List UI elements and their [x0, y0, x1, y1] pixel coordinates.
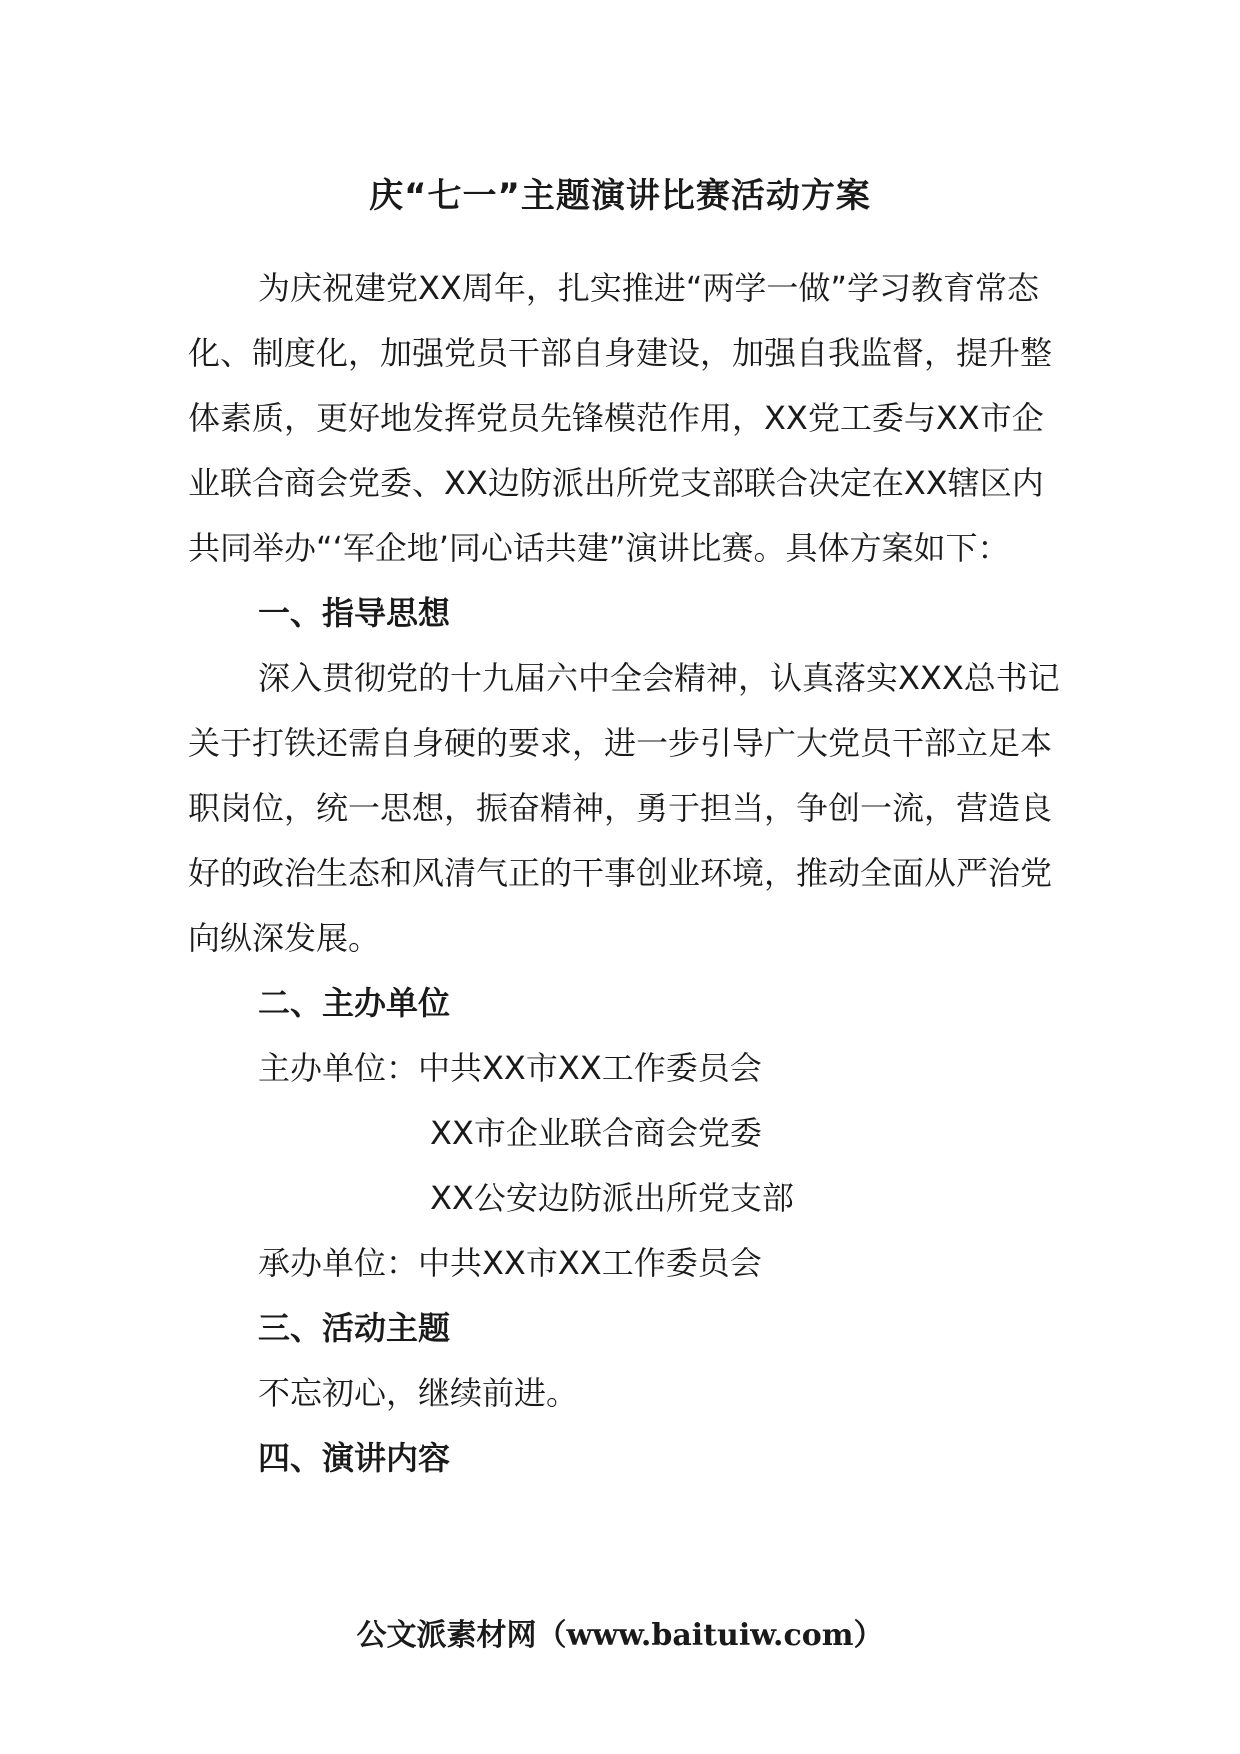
page-footer-watermark: 公文派素材网（www.baituiw.com）: [356, 1618, 884, 1653]
organizer-extra-2: XX公安边防派出所党支部: [430, 1179, 794, 1217]
section-heading-guiding-ideology: 一、指导思想: [258, 594, 451, 632]
document-title: 庆“七一”主题演讲比赛活动方案: [369, 176, 871, 216]
section-heading-organizers: 二、主办单位: [258, 984, 451, 1022]
organizer-line: 主办单位：中共XX市XX工作委员会: [258, 1049, 762, 1087]
intro-paragraph: 为庆祝建党XX周年，扎实推进“两学一做”学习教育常态化、制度化，加强党员干部自身建设，加强自我监督，提升整体素质，更好地发挥党员先锋模范作用，XX党工委与XX市企业联合商会党委、XX边防派出所党支部联合决定在XX辖区内共同举办“‘军企地’同心话共建”演讲比赛。具体方案如下：: [188, 269, 1053, 567]
section-heading-speech-content: 四、演讲内容: [258, 1439, 451, 1477]
co-organizer-line: 承办单位：中共XX市XX工作委员会: [258, 1244, 762, 1282]
theme-paragraph: 不忘初心，继续前进。: [258, 1374, 579, 1412]
section-heading-theme: 三、活动主题: [258, 1309, 451, 1347]
organizer-extra-1: XX市企业联合商会党委: [430, 1114, 762, 1152]
document-body: [188, 256, 1068, 1491]
guiding-ideology-paragraph: 深入贯彻党的十九届六中全会精神，认真落实XXX总书记关于打铁还需自身硬的要求，进一步引导广大党员干部立足本职岗位，统一思想，振奋精神，勇于担当，争创一流，营造良好的政治生态和风清气正的干事创业环境，推动全面从严治党向纵深发展。: [188, 659, 1060, 957]
